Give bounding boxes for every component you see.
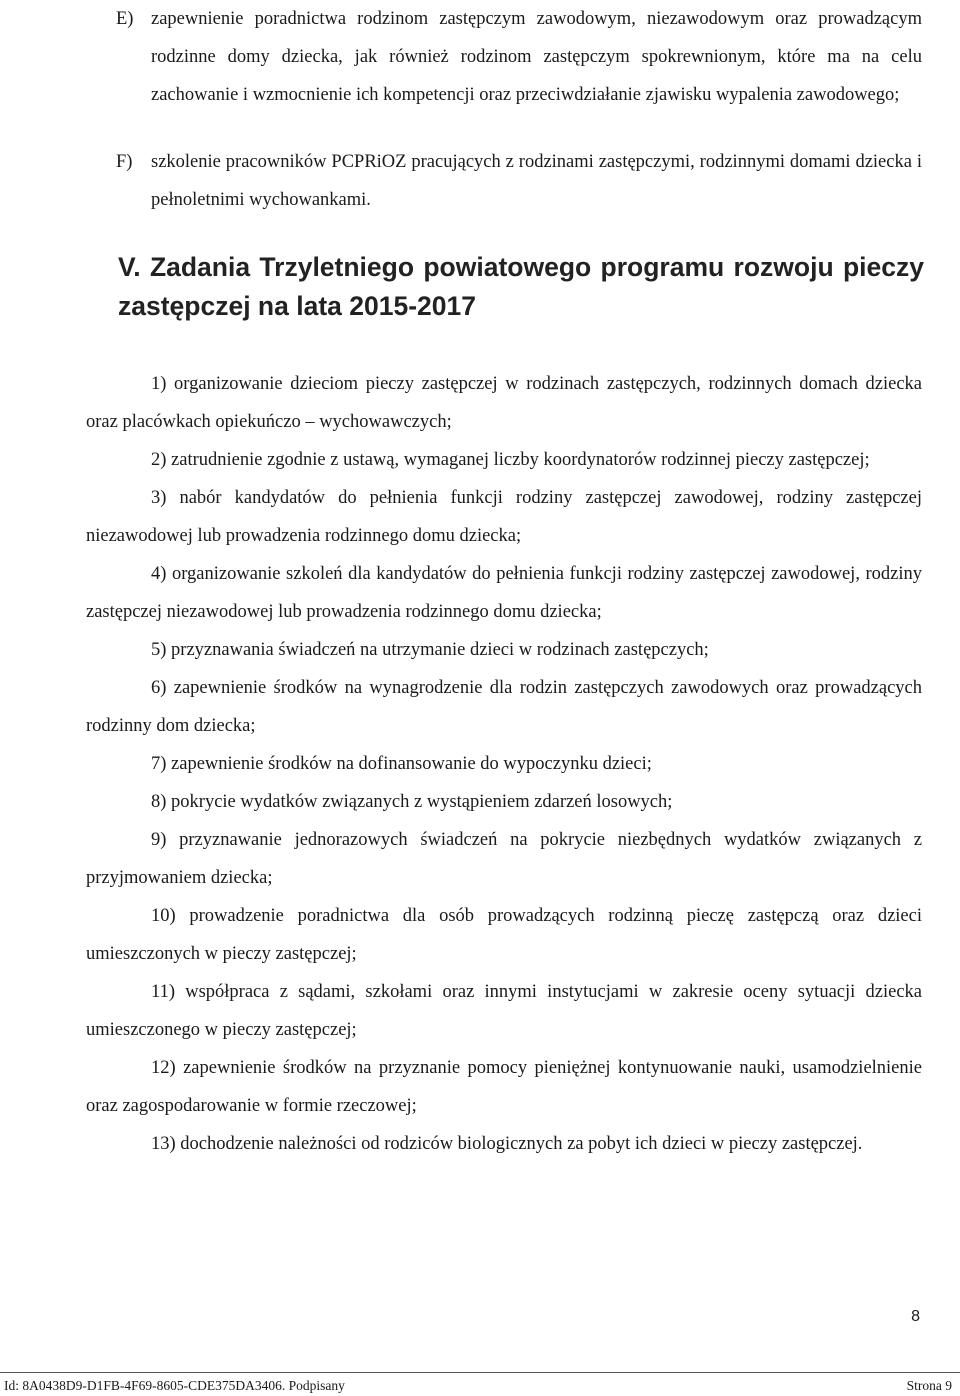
list-item-text: szkolenie pracowników PCPRiOZ pracujących z rodzinami zastępczymi, rodzinnymi domami dziecka i pełnoletnimi wychowankami.	[151, 152, 922, 210]
section-heading: V. Zadania Trzyletniego powiatowego programu rozwoju pieczy zastępczej na lata 2015-2017	[118, 252, 924, 321]
task-item: 4) organizowanie szkoleń dla kandydatów do pełnienia funkcji rodziny zastępczej zawodowej, rodziny zastępczej niezawodowej lub prowadzenia rodzinnego domu dziecka;	[86, 564, 922, 622]
task-item: 9) przyznawanie jednorazowych świadczeń na pokrycie niezbędnych wydatków związanych z przyjmowaniem dziecka;	[86, 830, 922, 888]
list-item-label: F)	[116, 152, 133, 172]
task-item: 10) prowadzenie poradnictwa dla osób prowadzących rodzinną pieczę zastępczą oraz dzieci umieszczonych w pieczy zastępczej;	[86, 906, 922, 964]
task-item: 11) współpraca z sądami, szkołami oraz innymi instytucjami w zakresie oceny sytuacji dziecka umieszczonego w pieczy zastępczej;	[86, 982, 922, 1040]
task-item: 6) zapewnienie środków na wynagrodzenie dla rodzin zastępczych zawodowych oraz prowadzących rodzinny dom dziecka;	[86, 678, 922, 736]
task-item: 12) zapewnienie środków na przyznanie pomocy pieniężnej kontynuowanie nauki, usamodzielnienie oraz zagospodarowanie w formie rzeczowej;	[86, 1058, 922, 1116]
list-item-text: zapewnienie poradnictwa rodzinom zastępczym zawodowym, niezawodowym oraz prowadzącym rodzinne domy dziecka, jak również rodzinom zastępczym spokrewnionym, które ma na celu zachowanie i wzmocnienie ich kompetencji oraz przeciwdziałanie zjawisku wypalenia zawodowego;	[151, 9, 922, 105]
task-item: 5) przyznawania świadczeń na utrzymanie dzieci w rodzinach zastępczych;	[151, 640, 709, 660]
footer-divider	[0, 1372, 960, 1373]
footer-document-id: Id: 8A0438D9-D1FB-4F69-8605-CDE375DA3406. Podpisany	[4, 1378, 345, 1393]
list-item-e	[116, 0, 922, 114]
task-list	[86, 365, 922, 1163]
task-item: 13) dochodzenie należności od rodziców biologicznych za pobyt ich dzieci w pieczy zastępczej.	[151, 1134, 863, 1154]
task-item: 8) pokrycie wydatków związanych z wystąpieniem zdarzeń losowych;	[151, 792, 673, 812]
footer-page-label: Strona 9	[906, 1378, 952, 1393]
list-item-f	[116, 143, 922, 219]
task-item: 3) nabór kandydatów do pełnienia funkcji rodziny zastępczej zawodowej, rodziny zastępczej niezawodowej lub prowadzenia rodzinnego domu dziecka;	[86, 488, 922, 546]
list-item-label: E)	[116, 9, 134, 29]
task-item: 1) organizowanie dzieciom pieczy zastępczej w rodzinach zastępczych, rodzinnych domach dziecka oraz placówkach opiekuńczo – wychowawczych;	[86, 374, 922, 432]
task-item: 7) zapewnienie środków na dofinansowanie do wypoczynku dzieci;	[151, 754, 652, 774]
task-item: 2) zatrudnienie zgodnie z ustawą, wymaganej liczby koordynatorów rodzinnej pieczy zastępczej;	[151, 450, 870, 470]
page-number: 8	[911, 1308, 920, 1325]
